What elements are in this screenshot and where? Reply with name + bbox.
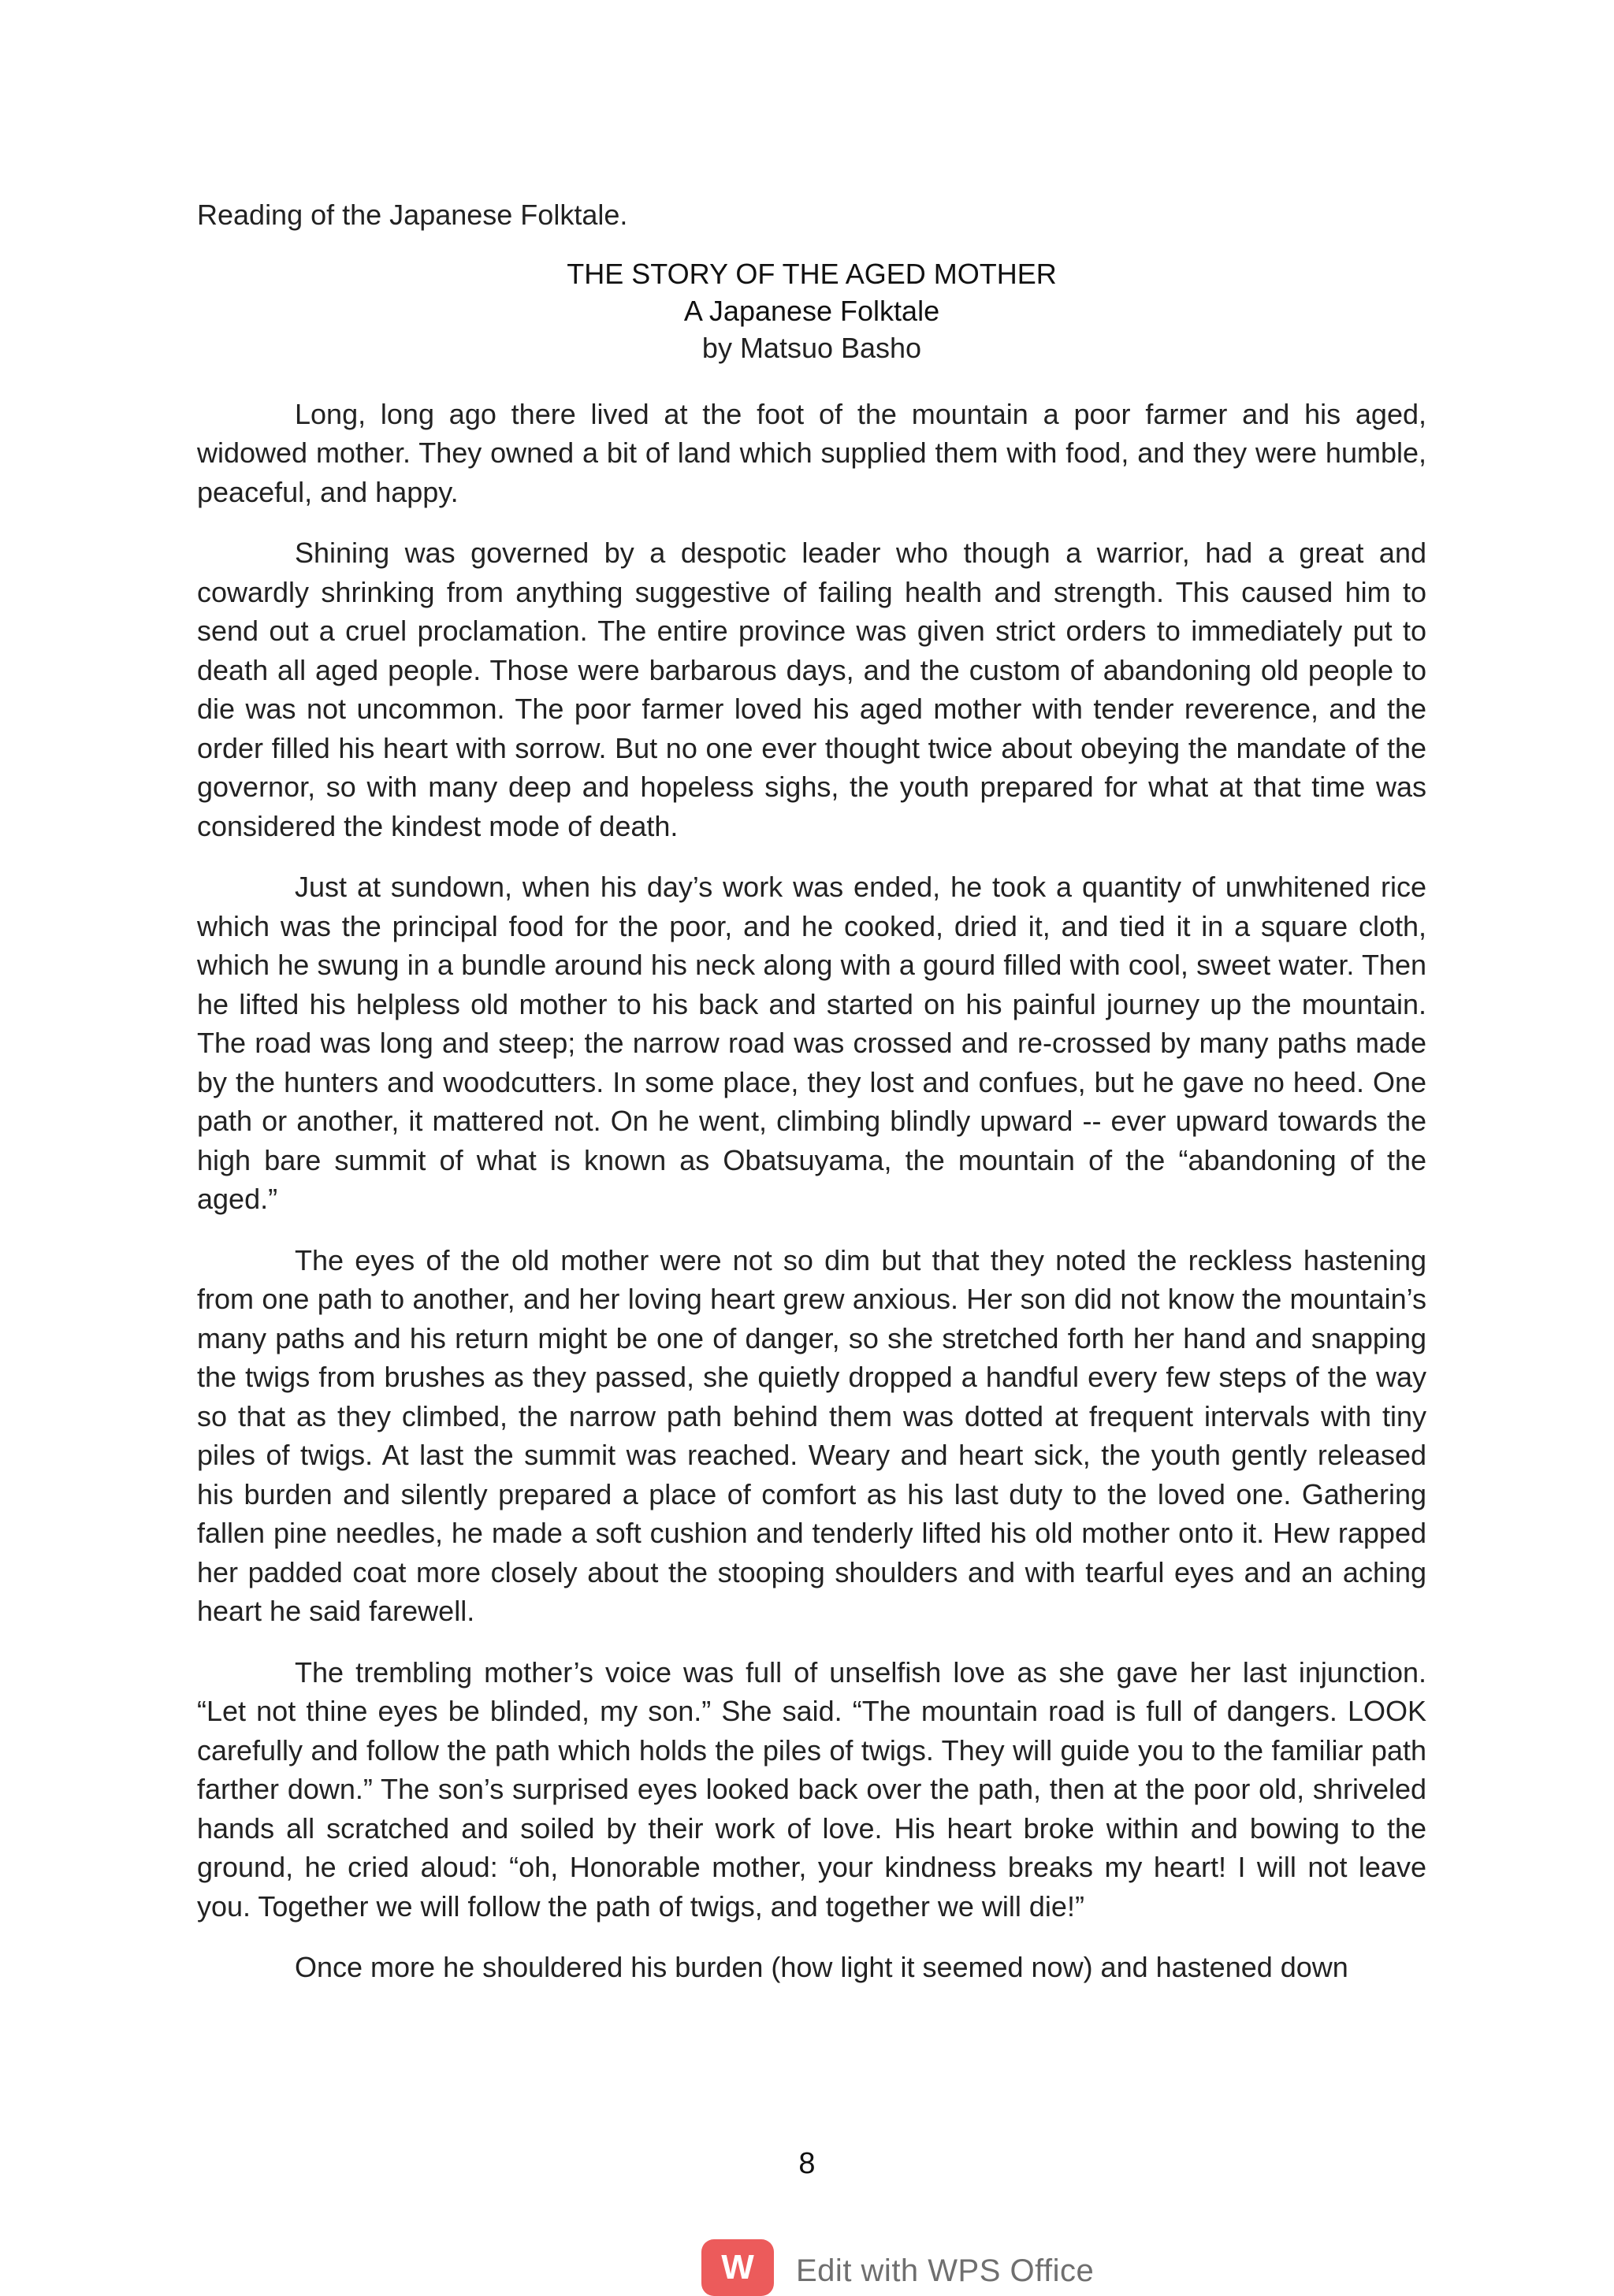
title-block [197, 255, 1426, 366]
paragraph-2: Shining was governed by a despotic leader who though a warrior, had a great and cowardly shrinking from anything suggestive of failing health and strength. This caused him to send out a cruel proclamation. The entire province was given strict orders to immediately put to death all aged people. Those were barbarous days, and the custom of abandoning old people to die was not uncommon. The poor farmer loved his aged mother with tender reverence, and the order filled his heart with sorrow. But no one ever thought twice about obeying the mandate of the governor, so with many deep and hopeless sighs, the youth prepared for what at that time was considered the kindest mode of death. [197, 537, 1426, 842]
story-subtitle: A Japanese Folktale [683, 294, 940, 327]
story-author: by Matsuo Basho [701, 331, 922, 364]
wps-edit-badge[interactable] [701, 2236, 1095, 2288]
paragraph-1: Long, long ago there lived at the foot of the mountain a poor farmer and his aged, widowed mother. They owned a bit of land which supplied them with food, and they were humble, peaceful, and happy. [197, 397, 1426, 508]
story-title: THE STORY OF THE AGED MOTHER [567, 257, 1057, 290]
paragraph-6: Once more he shouldered his burden (how light it seemed now) and hastened down [295, 1951, 1348, 1983]
page-number: 8 [798, 2147, 816, 2180]
document-page [197, 195, 1426, 2009]
intro-line: Reading of the Japanese Folktale. [197, 199, 628, 231]
wps-edit-label: Edit with WPS Office [796, 2253, 1095, 2288]
paragraph-4: The eyes of the old mother were not so dim but that they noted the reckless hastening from one path to another, and her loving heart grew anxious. Her son did not know the mountain’s many paths and his return might be one of danger, so she stretched forth her hand and snapping the twigs from brushes as they passed, she quietly dropped a handful every few steps of the way so that as they climbed, the narrow path behind them was dotted at frequent intervals with tiny piles of twigs. At last the summit was reached. Weary and heart sick, the youth gently released his burden and silently prepared a place of comfort as his last duty to the loved one. Gathering fallen pine needles, he made a soft cushion and tenderly lifted his old mother onto it. Hew rapped her padded coat more closely about the stooping shoulders and with tearful eyes and an aching heart he said farewell. [197, 1243, 1426, 1627]
wps-logo-icon: W [701, 2239, 774, 2296]
paragraph-3: Just at sundown, when his day’s work was ended, he took a quantity of unwhitened rice which was the principal food for the poor, and he cooked, dried it, and tied it in a square cloth, which he swung in a bundle around his neck along with a gourd filled with cool, sweet water. Then he lifted his helpless old mother to his back and started on his painful journey up the mountain. The road was long and steep; the narrow road was crossed and re-crossed by many paths made by the hunters and woodcutters. In some place, they lost and confues, but he gave no heed. One path or another, it mattered not. On he went, climbing blindly upward -- ever upward towards the high bare summit of what is known as Obatsuyama, the mountain of the “abandoning of the aged.” [197, 871, 1426, 1215]
paragraph-5: The trembling mother’s voice was full of unselfish love as she gave her last injunction. “Let not thine eyes be blinded, my son.” She said. “The mountain road is full of dangers. LOOK carefully and follow the path which holds the piles of twigs. They will guide you to the familiar path farther down.” The son’s surprised eyes looked back over the path, then at the poor old, shriveled hands all scratched and soiled by their work of love. His heart broke within and bowing to the ground, he cried aloud: “oh, Honorable mother, your kindness breaks my heart! I will not leave you. Together we will follow the path of twigs, and together we will die!” [197, 1655, 1426, 1923]
